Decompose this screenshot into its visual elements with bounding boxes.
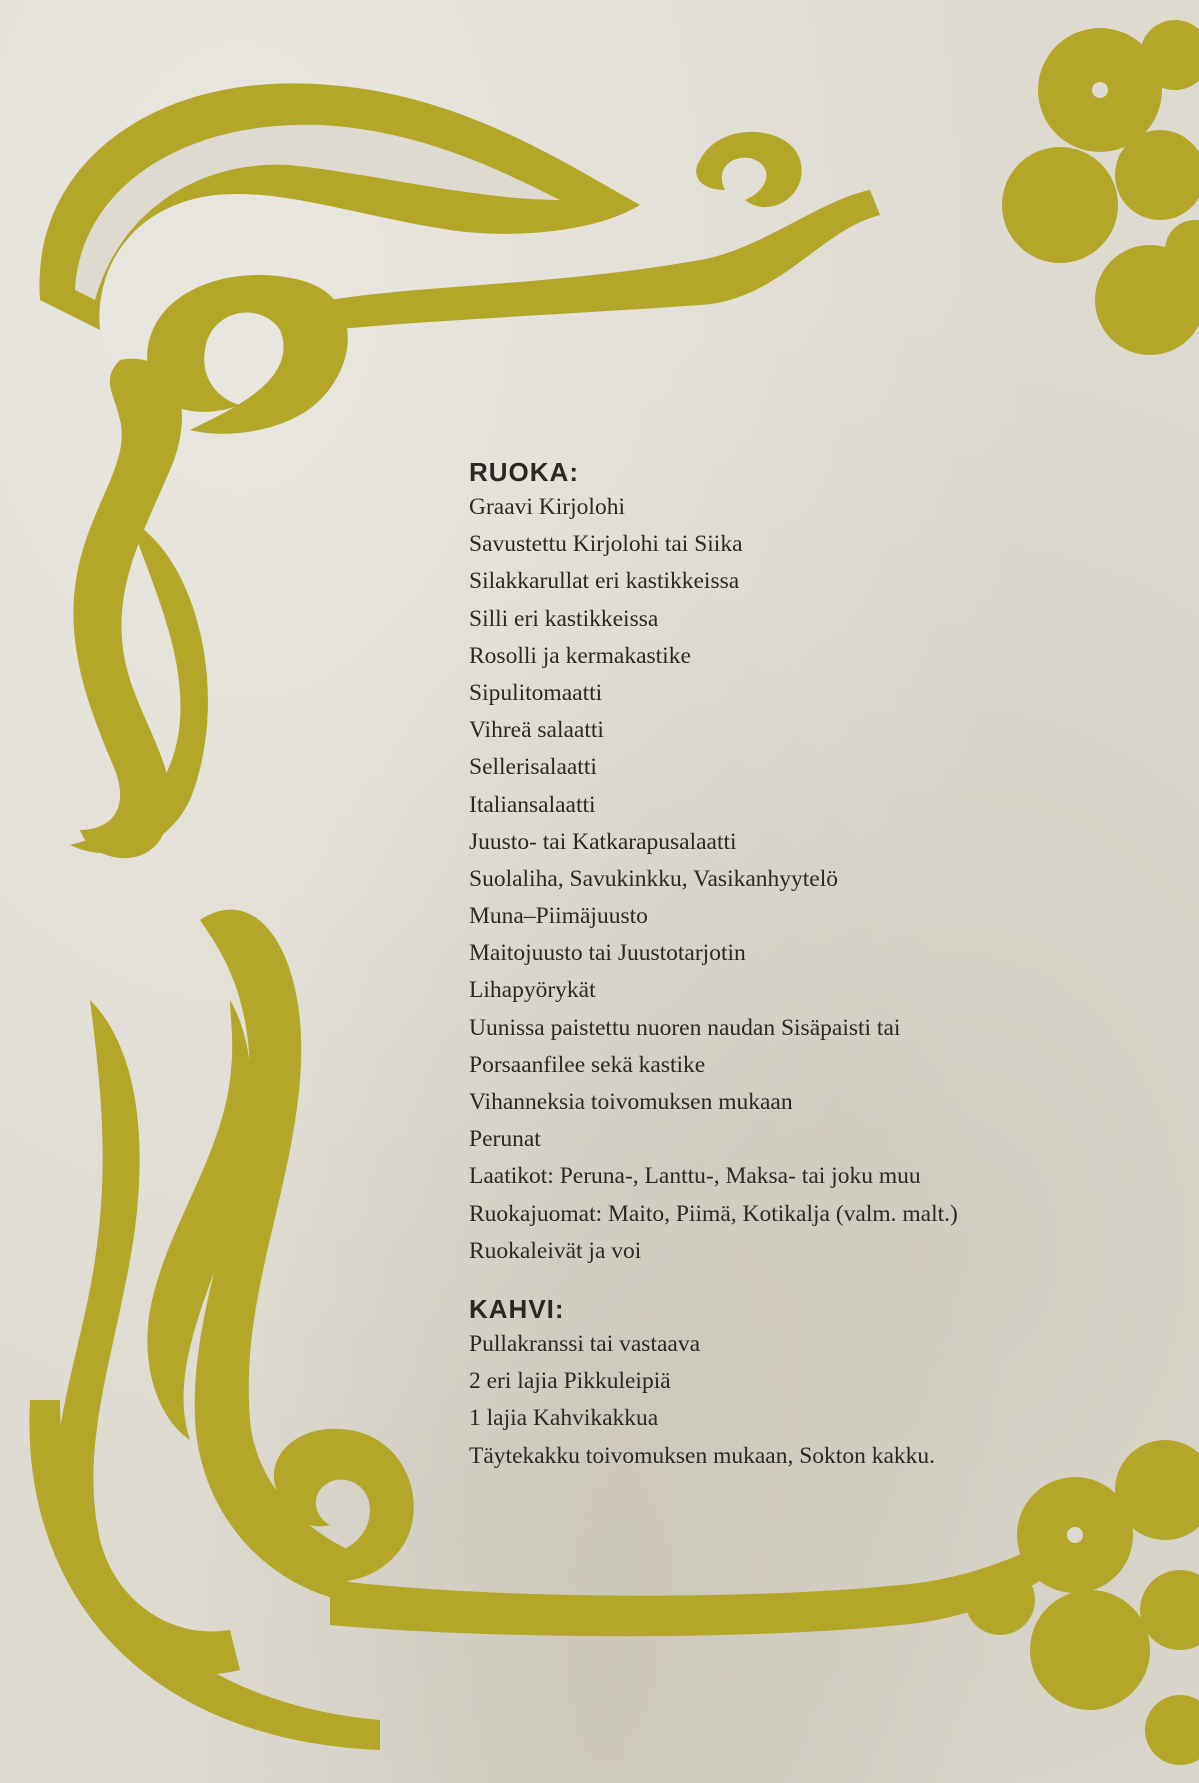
top-curl <box>696 132 801 207</box>
list-item: Silli eri kastikkeissa <box>469 605 659 632</box>
grape-bottom-6 <box>965 1565 1035 1635</box>
list-item: Rosolli ja kermakastike <box>469 642 691 669</box>
coffee-item-list <box>469 1326 1109 1475</box>
list-item: 2 eri lajia Pikkuleipiä <box>469 1368 671 1395</box>
list-item: Pullakranssi tai vastaava <box>469 1330 701 1357</box>
list-item: Vihreä salaatti <box>469 717 604 744</box>
bottom-bar <box>330 1545 1050 1636</box>
list-item: Uunissa paistettu nuoren naudan Sisäpaisti tai <box>469 1014 901 1041</box>
list-item: Graavi Kirjolohi <box>469 494 625 520</box>
list-item: Maitojuusto tai Juustotarjotin <box>469 940 746 967</box>
food-item-list <box>469 489 1109 1270</box>
list-item: Sipulitomaatti <box>469 679 603 706</box>
grape-bottom-4 <box>1140 1570 1199 1650</box>
list-item: Lihapyörykät <box>469 977 596 1004</box>
list-item: Porsaanfilee sekä kastike <box>469 1051 706 1078</box>
list-item: Juusto- tai Katkarapusalaatti <box>469 828 737 855</box>
list-item: 1 lajia Kahvikakkua <box>469 1405 659 1432</box>
menu-content <box>469 455 1109 1475</box>
list-item: Laatikot: Peruna-, Lanttu-, Maksa- tai joku muu <box>469 1163 921 1190</box>
list-item: Suolaliha, Savukinkku, Vasikanhyytelö <box>469 865 839 892</box>
list-item: Muna–Piimäjuusto <box>469 903 648 930</box>
list-item: Vihanneksia toivomuksen mukaan <box>469 1089 793 1115</box>
list-item: Ruokaleivät ja voi <box>469 1237 642 1264</box>
grape-bottom-5 <box>1145 1695 1199 1765</box>
food-section-title: RUOKA: <box>469 457 579 487</box>
grape-top-2 <box>1002 147 1118 263</box>
list-item: Ruokajuomat: Maito, Piimä, Kotikalja (valm. malt.) <box>469 1200 958 1227</box>
list-item: Perunat <box>469 1126 541 1153</box>
grape-bottom-3 <box>1030 1590 1150 1710</box>
list-item: Savustettu Kirjolohi tai Siika <box>469 531 743 558</box>
list-item: Silakkarullat eri kastikkeissa <box>469 568 740 595</box>
list-item: Italiansalaatti <box>469 791 596 818</box>
list-item: Sellerisalaatti <box>469 754 597 781</box>
list-item: Täytekakku toivomuksen mukaan, Sokton kakku. <box>469 1442 936 1469</box>
coffee-section-title: KAHVI: <box>469 1293 565 1324</box>
